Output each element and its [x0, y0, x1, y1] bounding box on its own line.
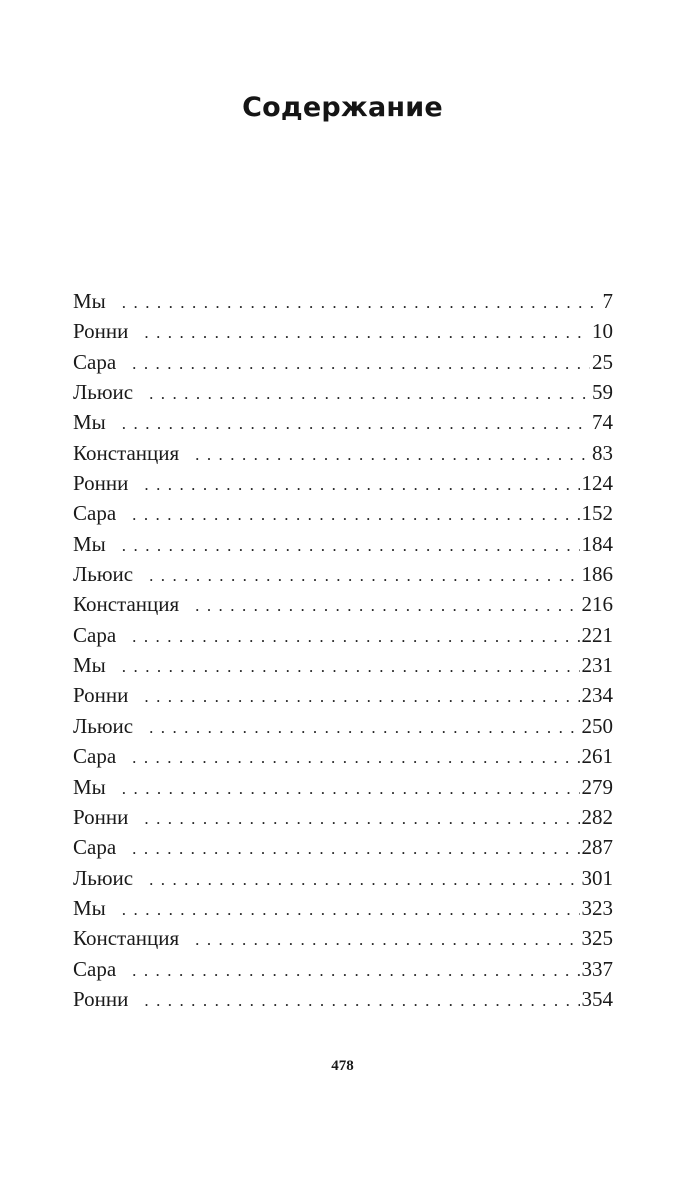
dot-leader	[122, 288, 601, 318]
toc-entry-label: Сара	[73, 622, 117, 647]
toc-entry-label: Ронни	[73, 471, 129, 496]
toc-entry-label: Констанция	[73, 440, 180, 465]
page-title: Содержание	[242, 92, 443, 123]
toc-entry	[73, 772, 613, 802]
toc-entry	[73, 468, 613, 498]
toc-entry	[73, 802, 613, 832]
toc-entry-page: 83	[592, 440, 613, 465]
dot-leader	[149, 379, 590, 409]
toc-entry-page: 279	[581, 774, 613, 799]
toc-entry	[73, 650, 613, 680]
toc-entry-label: Констанция	[73, 926, 180, 951]
toc-entry-page: 216	[581, 592, 613, 617]
toc-entry	[73, 498, 613, 528]
dot-leader	[144, 986, 579, 1016]
toc-entry	[73, 347, 613, 377]
dot-leader	[122, 895, 580, 925]
toc-entry	[73, 741, 613, 771]
toc-entry-page: 10	[592, 319, 613, 344]
toc-entry-page: 234	[581, 683, 613, 708]
toc-entry-label: Ронни	[73, 986, 129, 1011]
dot-leader	[132, 743, 579, 773]
toc-entry-label: Ронни	[73, 804, 129, 829]
toc-entry-label: Мы	[73, 410, 106, 435]
toc-entry	[73, 893, 613, 923]
table-of-contents	[73, 286, 613, 1014]
toc-entry	[73, 377, 613, 407]
toc-entry-page: 184	[581, 531, 613, 556]
toc-entry-page: 323	[581, 895, 613, 920]
toc-entry-label: Льюис	[73, 713, 134, 738]
toc-entry-label: Мы	[73, 895, 106, 920]
dot-leader	[149, 561, 579, 591]
dot-leader	[132, 834, 579, 864]
dot-leader	[144, 318, 590, 348]
toc-entry-label: Ронни	[73, 683, 129, 708]
dot-leader	[132, 349, 590, 379]
page-number: 478	[331, 1058, 354, 1074]
toc-entry-page: 124	[581, 471, 613, 496]
dot-leader	[132, 500, 579, 530]
toc-entry-label: Констанция	[73, 592, 180, 617]
dot-leader	[144, 682, 579, 712]
dot-leader	[122, 652, 580, 682]
dot-leader	[122, 409, 590, 439]
toc-entry	[73, 589, 613, 619]
toc-entry-label: Сара	[73, 744, 117, 769]
toc-entry-label: Сара	[73, 349, 117, 374]
dot-leader	[132, 622, 579, 652]
toc-entry-label: Ронни	[73, 319, 129, 344]
dot-leader	[149, 865, 579, 895]
dot-leader	[144, 804, 579, 834]
toc-entry-page: 74	[592, 410, 613, 435]
dot-leader	[195, 591, 579, 621]
toc-entry	[73, 559, 613, 589]
toc-entry-label: Сара	[73, 835, 117, 860]
toc-entry	[73, 954, 613, 984]
toc-entry-label: Мы	[73, 531, 106, 556]
toc-entry-label: Мы	[73, 289, 106, 313]
toc-entry	[73, 316, 613, 346]
toc-entry	[73, 923, 613, 953]
toc-entry	[73, 286, 613, 316]
toc-entry	[73, 711, 613, 741]
toc-entry-label: Сара	[73, 956, 117, 981]
toc-entry-page: 287	[581, 835, 613, 860]
toc-entry-label: Льюис	[73, 380, 134, 405]
dot-leader	[195, 440, 590, 470]
toc-entry-label: Льюис	[73, 562, 134, 587]
toc-entry	[73, 863, 613, 893]
toc-entry-label: Сара	[73, 501, 117, 526]
toc-entry-page: 325	[581, 926, 613, 951]
toc-entry-page: 152	[581, 501, 613, 526]
toc-entry	[73, 680, 613, 710]
toc-entry-label: Мы	[73, 653, 106, 678]
toc-entry-page: 186	[581, 562, 613, 587]
dot-leader	[122, 774, 580, 804]
dot-leader	[149, 713, 579, 743]
toc-entry-page: 221	[581, 622, 613, 647]
dot-leader	[122, 531, 580, 561]
toc-entry-page: 301	[581, 865, 613, 890]
toc-entry-page: 231	[581, 653, 613, 678]
dot-leader	[195, 925, 579, 955]
toc-entry-label: Льюис	[73, 865, 134, 890]
toc-entry-label: Мы	[73, 774, 106, 799]
toc-entry	[73, 832, 613, 862]
toc-entry-page: 354	[581, 986, 613, 1011]
toc-entry	[73, 620, 613, 650]
toc-entry-page: 337	[581, 956, 613, 981]
toc-entry	[73, 438, 613, 468]
toc-entry-page: 25	[592, 349, 613, 374]
toc-entry	[73, 529, 613, 559]
toc-entry-page: 7	[602, 289, 613, 313]
toc-entry-page: 282	[581, 804, 613, 829]
dot-leader	[144, 470, 579, 500]
toc-entry-page: 261	[581, 744, 613, 769]
toc-entry-page: 250	[581, 713, 613, 738]
dot-leader	[132, 956, 579, 986]
toc-entry	[73, 984, 613, 1014]
toc-entry-page: 59	[592, 380, 613, 405]
toc-entry	[73, 407, 613, 437]
